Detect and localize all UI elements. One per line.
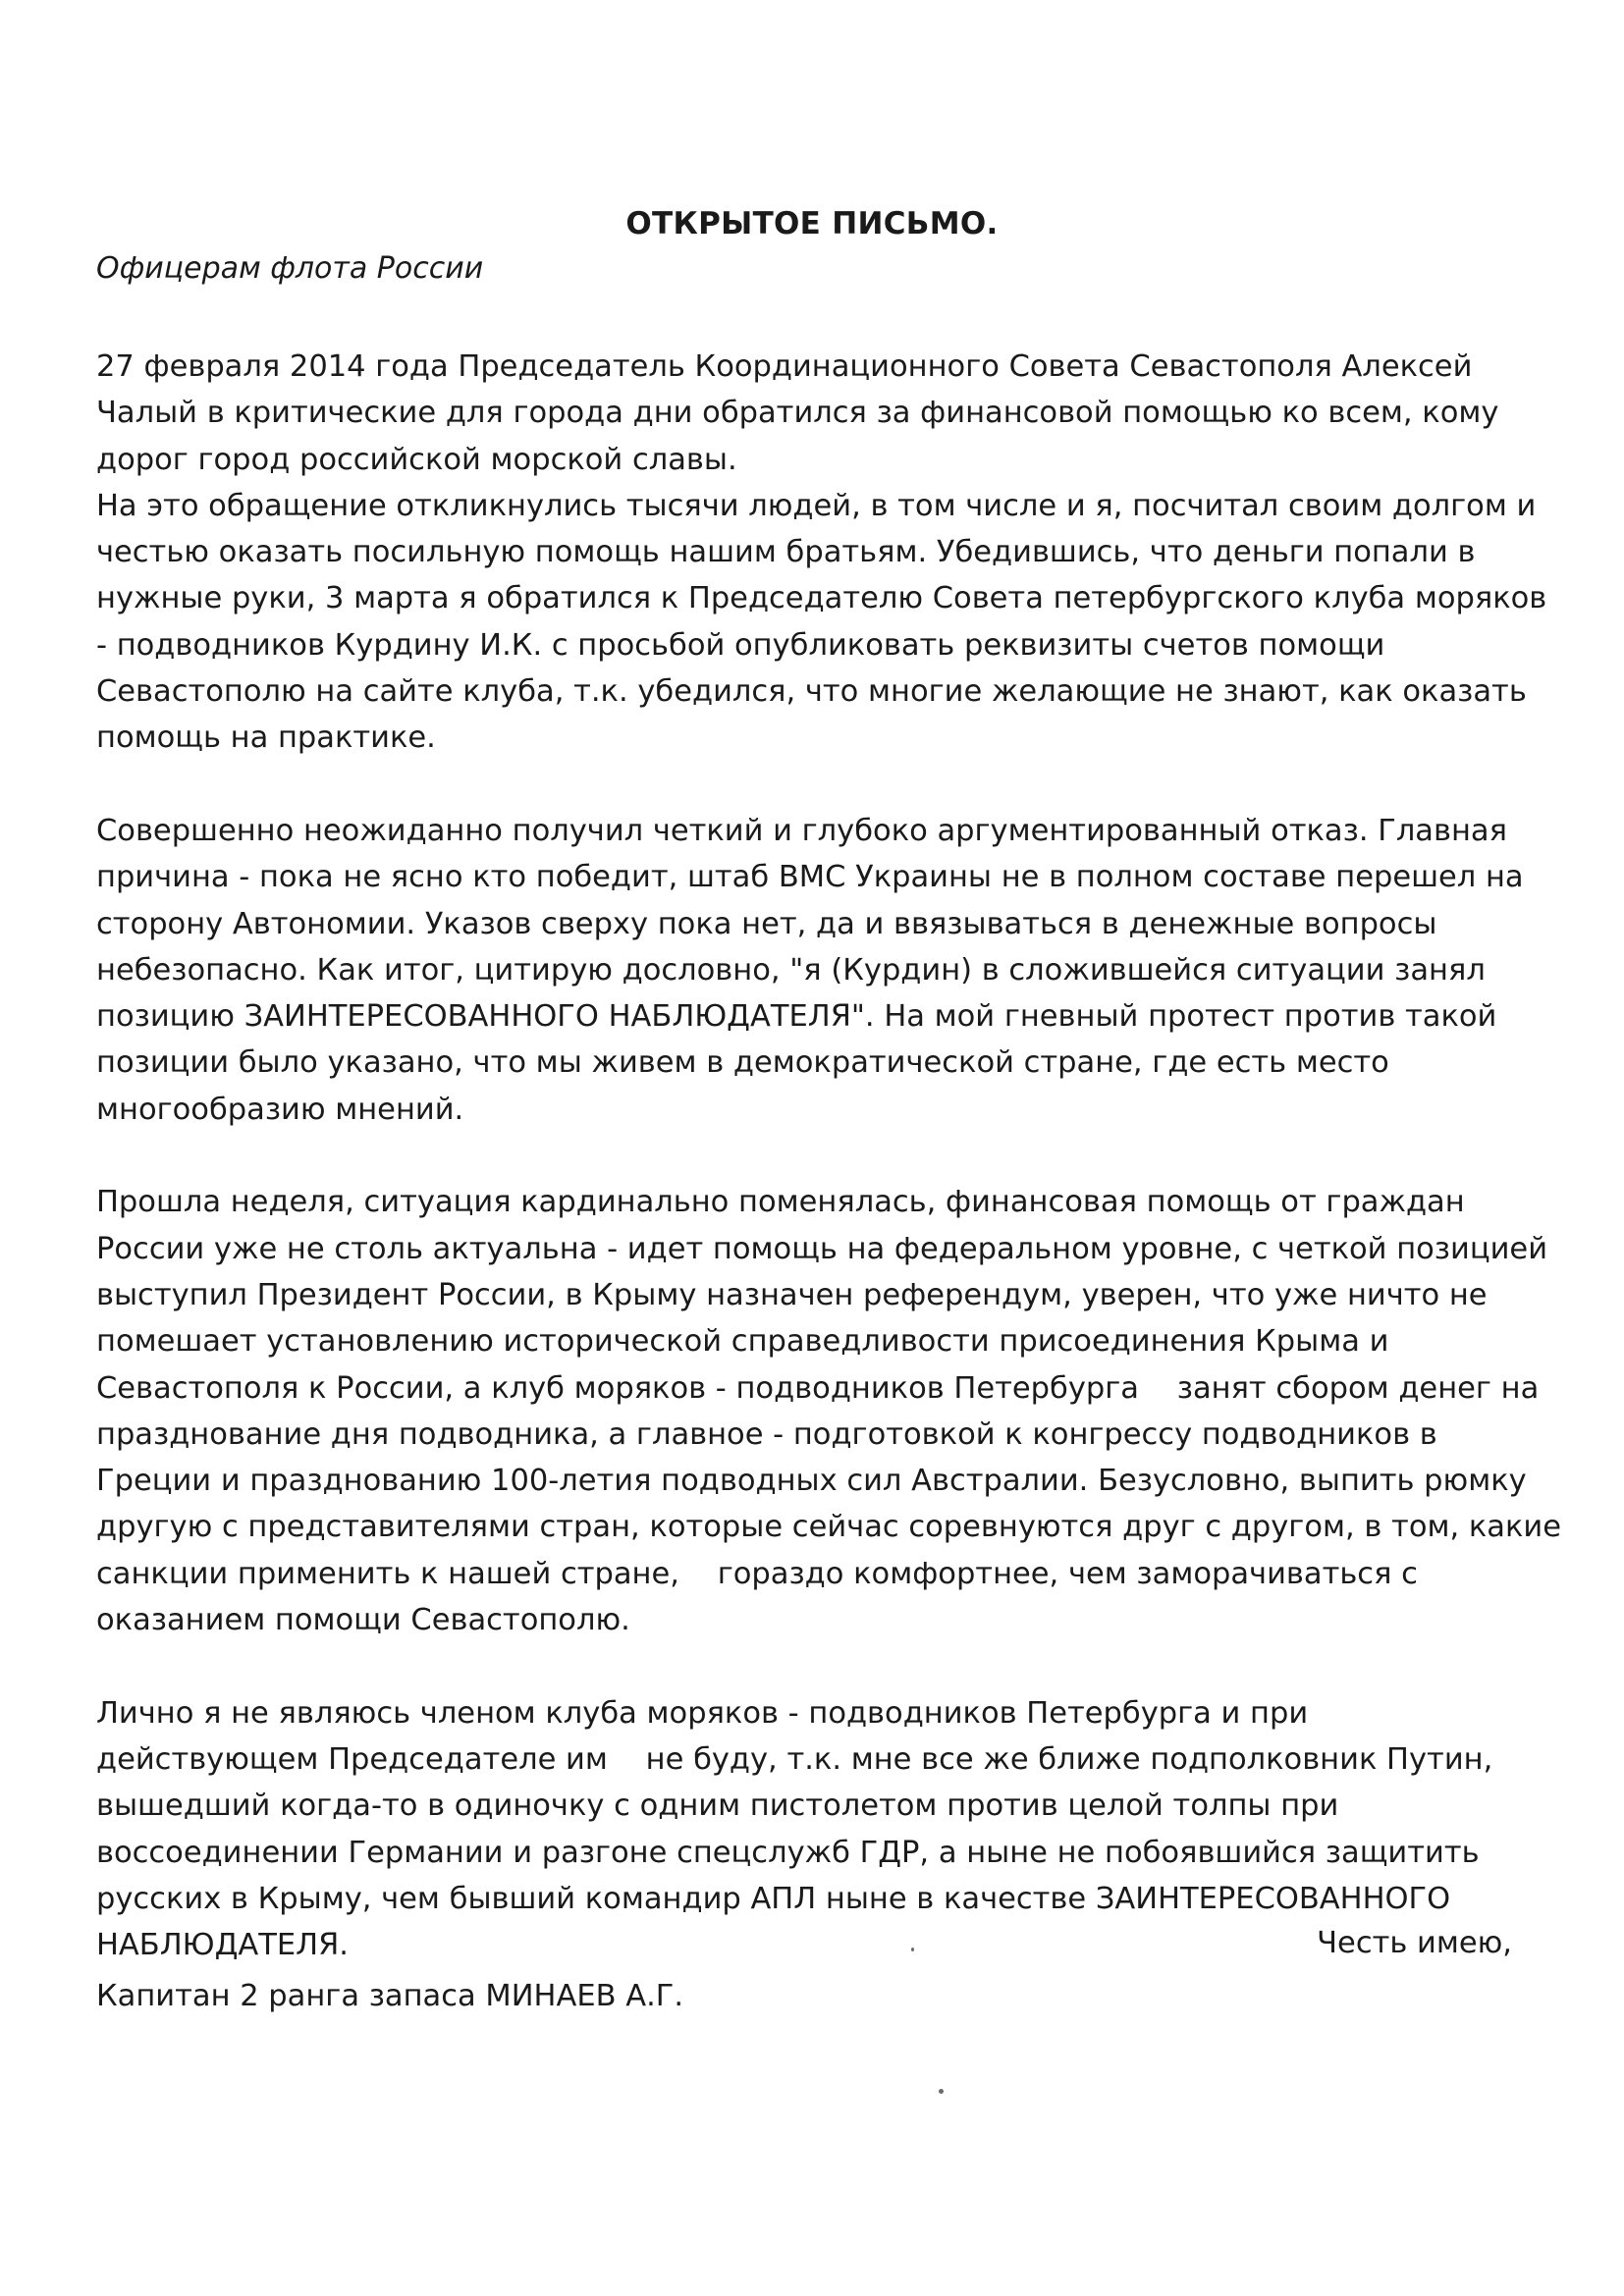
text-line: празднование дня подводника, а главное - подготовкой к конгрессу подводников в	[96, 1416, 1437, 1452]
letter-paragraph	[96, 808, 1547, 1133]
paragraph-gap	[96, 1133, 1547, 1179]
letter-paragraph	[96, 1179, 1561, 1643]
text-line: Севастополя к России, а клуб моряков - подводников Петербурга занят сбором денег на	[96, 1370, 1540, 1406]
text-line: НАБЛЮДАТЕЛЯ.	[96, 1928, 350, 1963]
text-line: причина - пока не ясно кто победит, штаб ВМС Украины не в полном составе перешел на	[96, 860, 1524, 895]
text-line: Севастополю на сайте клуба, т.к. убедился, что многие желающие не знают, как оказать	[96, 674, 1527, 710]
text-line: русских в Крыму, чем бывший командир АПЛ ныне в качестве ЗАИНТЕРЕСОВАННОГО	[96, 1881, 1451, 1916]
text-line: оказанием помощи Севастополю.	[96, 1603, 630, 1638]
text-line: позицию ЗАИНТЕРЕСОВАННОГО НАБЛЮДАТЕЛЯ". На мой гневный протест против такой	[96, 999, 1497, 1035]
text-line: честью оказать посильную помощь нашим братьям. Убедившись, что деньги попали в	[96, 535, 1476, 570]
paragraph-gap	[96, 1643, 1547, 1689]
letter-title: ОТКРЫТОЕ ПИСЬМО.	[625, 206, 999, 241]
text-line: Прошла неделя, ситуация кардинально поменялась, финансовая помощь от граждан	[96, 1185, 1465, 1220]
text-line: Чалый в критические для города дни обратился за финансовой помощью ко всем, кому	[96, 396, 1499, 431]
text-line: Лично я не являюсь членом клуба моряков - подводников Петербурга и при	[96, 1695, 1309, 1731]
text-line: Совершенно неожиданно получил четкий и глубоко аргументированный отказ. Главная	[96, 813, 1507, 848]
text-line: позиции было указано, что мы живем в демократической стране, где есть место	[96, 1045, 1389, 1081]
text-line: санкции применить к нашей стране, гораздо комфортнее, чем заморачиваться с	[96, 1556, 1418, 1591]
text-line: сторону Автономии. Указов сверху пока нет, да и ввязываться в денежные вопросы	[96, 906, 1437, 941]
text-line: нужные руки, 3 марта я обратился к Председателю Совета петербургского клуба моряков	[96, 581, 1547, 616]
letter-signature: Капитан 2 ранга запаса МИНАЕВ А.Г.	[96, 1979, 684, 2013]
letter-body	[96, 344, 1561, 1968]
text-line: помощь на практике.	[96, 721, 436, 756]
text-line: небезопасно. Как итог, цитирую дословно, "я (Курдин) в сложившейся ситуации занял	[96, 952, 1486, 988]
text-line: На это обращение откликнулись тысячи людей, в том числе и я, посчитал своим долгом и	[96, 488, 1537, 523]
letter-addressee: Офицерам флота России	[96, 251, 484, 286]
text-line: воссоединении Германии и разгоне спецслужб ГДР, а ныне не побоявшийся защитить	[96, 1835, 1480, 1870]
text-line: 27 февраля 2014 года Председатель Координационного Совета Севастополя Алексей	[96, 349, 1473, 384]
text-line: помешает установлению исторической справедливости присоединения Крыма и	[96, 1324, 1389, 1360]
text-line: дорог город российской морской славы.	[96, 442, 737, 477]
text-line: Греции и празднованию 100-летия подводных сил Австралии. Безусловно, выпить рюмку	[96, 1464, 1527, 1499]
letter-paragraph	[96, 344, 1547, 762]
text-line: - подводников Курдину И.К. с просьбой опубликовать реквизиты счетов помощи	[96, 627, 1385, 663]
letter-closing: Честь имею,	[1317, 1926, 1512, 1960]
text-line: другую с представителями стран, которые сейчас соревнуются друг с другом, в том, какие	[96, 1510, 1561, 1545]
text-line: выступил Президент России, в Крыму назначен референдум, уверен, что уже ничто не	[96, 1277, 1488, 1312]
text-line: действующем Председателе им не буду, т.к. мне все же ближе подполковник Путин,	[96, 1741, 1493, 1777]
scan-speck	[939, 2089, 944, 2094]
text-line: вышедший когда-то в одиночку с одним пистолетом против целой толпы при	[96, 1789, 1339, 1824]
text-line: многообразию мнений.	[96, 1092, 464, 1127]
text-line: России уже не столь актуальна - идет помощь на федеральном уровне, с четкой позицией	[96, 1231, 1548, 1266]
paragraph-gap	[96, 762, 1547, 808]
scan-speck	[911, 1948, 914, 1951]
